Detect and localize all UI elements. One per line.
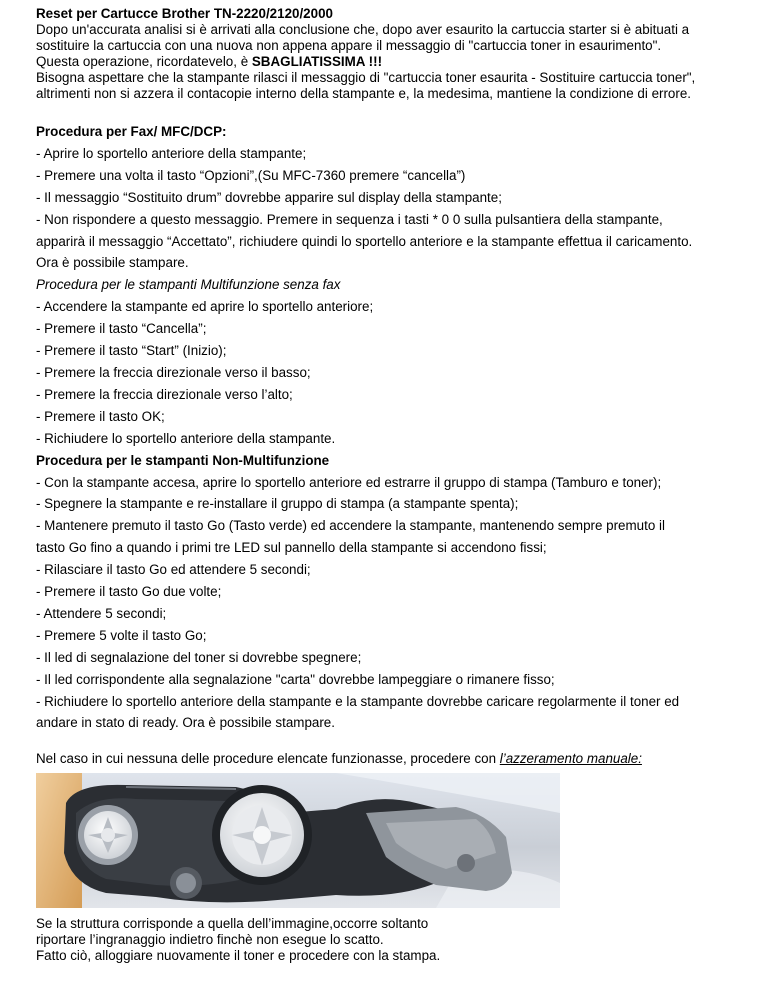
intro-section bbox=[36, 6, 736, 102]
caption-line: Se la struttura corrisponde a quella dell’immagine,occorre soltanto bbox=[36, 916, 429, 932]
warning-text: SBAGLIATISSIMA !!! bbox=[251, 54, 383, 69]
multi-step: - Premere la freccia direzionale verso il basso; bbox=[36, 364, 311, 380]
caption-line: Fatto ciò, alloggiare nuovamente il toner e procedere con la stampa. bbox=[36, 947, 441, 963]
nonmulti-step: - Con la stampante accesa, aprire lo sportello anteriore ed estrarre il gruppo di stampa (Tamburo e toner); bbox=[36, 474, 662, 490]
multi-step: - Richiudere lo sportello anteriore della stampante. bbox=[36, 430, 336, 446]
multi-step: - Premere il tasto “Cancella”; bbox=[36, 321, 207, 337]
multi-step: - Accendere la stampante ed aprire lo sportello anteriore; bbox=[36, 299, 374, 315]
fax-step: - Il messaggio “Sostituito drum” dovrebbe apparire sul display della stampante; bbox=[36, 189, 502, 205]
toner-cartridge-illustration bbox=[36, 773, 560, 908]
nonmulti-step: - Attendere 5 secondi; bbox=[36, 605, 167, 621]
intro-line: Bisogna aspettare che la stampante rilasci il messaggio di "cartuccia toner esaurita - Sostituire cartuccia toner", bbox=[36, 70, 696, 85]
toner-gear-photo bbox=[36, 773, 560, 908]
nonmulti-step: tasto Go fino a quando i primi tre LED sul pannello della stampante si accendono fissi; bbox=[36, 540, 547, 556]
nonmulti-step: - Rilasciare il tasto Go ed attendere 5 secondi; bbox=[36, 562, 311, 578]
intro-line: altrimenti non si azzera il contacopie interno della stampante e, la medesima, mantiene la condizione di errore. bbox=[36, 86, 692, 101]
intro-line bbox=[36, 54, 736, 70]
nonmulti-step: - Il led corrispondente alla segnalazione "carta" dovrebbe lampeggiare o rimanere fisso; bbox=[36, 671, 555, 687]
nonmulti-step: - Il led di segnalazione del toner si dovrebbe spegnere; bbox=[36, 649, 362, 665]
document-title: Reset per Cartucce Brother TN-2220/2120/2000 bbox=[36, 6, 333, 21]
fax-heading: Procedura per Fax/ MFC/DCP: bbox=[36, 124, 227, 139]
multi-step: - Premere il tasto “Start” (Inizio); bbox=[36, 343, 227, 359]
nonmulti-heading: Procedura per le stampanti Non-Multifunzione bbox=[36, 452, 330, 468]
nonmulti-step: - Premere 5 volte il tasto Go; bbox=[36, 627, 207, 643]
multi-step: - Premere la freccia direzionale verso l’alto; bbox=[36, 386, 293, 402]
fax-step: apparirà il messaggio “Accettato”, richiudere quindi lo sportello anteriore e la stampante effettua il caricamento. bbox=[36, 233, 693, 249]
intro-line: sostituire la cartuccia con una nuova non appena appare il messaggio di "cartuccia toner in esaurimento". bbox=[36, 38, 662, 53]
nonmulti-step: - Mantenere premuto il tasto Go (Tasto verde) ed accendere la stampante, mantenendo sempre premuto il bbox=[36, 518, 665, 534]
manual-reset-line bbox=[36, 751, 736, 767]
intro-line: Dopo un'accurata analisi si è arrivati alla conclusione che, dopo aver esaurito la cartuccia starter si è abituati a bbox=[36, 22, 690, 37]
fax-step: - Aprire lo sportello anteriore della stampante; bbox=[36, 145, 307, 161]
nonmulti-step: andare in stato di ready. Ora è possibile stampare. bbox=[36, 715, 335, 731]
nonmulti-step: - Richiudere lo sportello anteriore della stampante e la stampante dovrebbe caricare regolarmente il toner ed bbox=[36, 693, 680, 709]
fax-step: - Premere una volta il tasto “Opzioni”,(Su MFC-7360 premere “cancella”) bbox=[36, 167, 466, 183]
procedures-section bbox=[36, 121, 736, 734]
multi-step: - Premere il tasto OK; bbox=[36, 408, 165, 424]
caption-line: riportare l’ingranaggio indietro finchè non esegue lo scatto. bbox=[36, 931, 384, 947]
manual-reset-link[interactable]: l’azzeramento manuale: bbox=[499, 751, 642, 767]
nonmulti-step: - Premere il tasto Go due volte; bbox=[36, 584, 222, 600]
fax-step: Ora è possibile stampare. bbox=[36, 255, 189, 271]
multi-heading: Procedura per le stampanti Multifunzione senza fax bbox=[36, 277, 341, 293]
intro-text: Questa operazione, ricordatevelo, è bbox=[36, 54, 252, 69]
photo-caption bbox=[36, 916, 736, 963]
nonmulti-step: - Spegnere la stampante e re-installare il gruppo di stampa (a stampante spenta); bbox=[36, 496, 519, 512]
manual-reset-text: Nel caso in cui nessuna delle procedure elencate funzionasse, procedere con bbox=[36, 751, 500, 767]
fax-step: - Non rispondere a questo messaggio. Premere in sequenza i tasti * 0 0 sulla pulsantiera della stampante, bbox=[36, 211, 663, 227]
document-page bbox=[36, 6, 736, 963]
